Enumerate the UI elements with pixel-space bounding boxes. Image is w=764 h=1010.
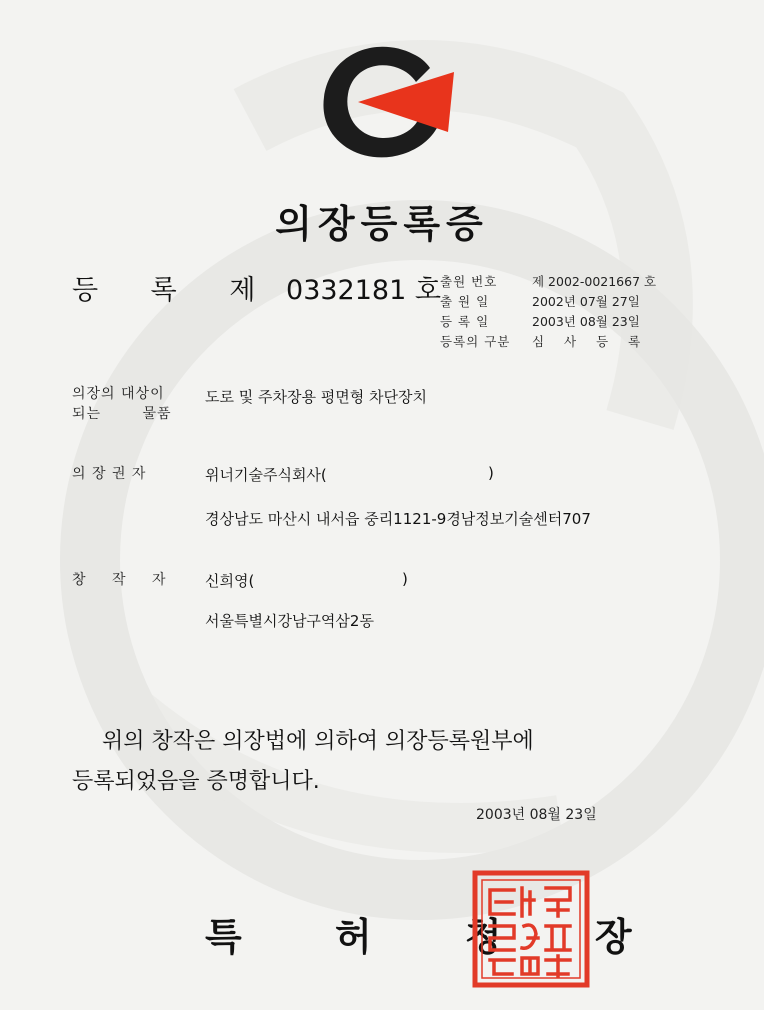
korea-gov-emblem-icon (318, 42, 460, 164)
meta-label: 등록의 구분 (440, 334, 511, 349)
statement-line2: 등록되었음을 증명합니다. (72, 769, 320, 794)
certification-statement (72, 722, 534, 802)
document-title: 의장등록증 (275, 202, 489, 246)
creator-label: 창 작 자 (72, 572, 167, 588)
registration-suffix: 호 (414, 275, 441, 306)
object-label (72, 384, 172, 424)
owner-label: 의 장 권 자 (72, 466, 147, 482)
official-seal-icon (472, 870, 590, 988)
object-label-line1: 의장의 대상이 (72, 386, 165, 402)
owner-address: 경상남도 마산시 내서읍 중리1121-9경남정보기술센터707 (205, 510, 591, 528)
issue-date: 2003년 08월 23일 (476, 807, 597, 823)
issuer-name: 특 허 청 장 (205, 915, 672, 959)
object-value: 도로 및 주차장용 평면형 차단장치 (205, 388, 427, 406)
object-label-line2: 되는 물품 (72, 406, 172, 422)
meta-value: 심 사 등 록 (532, 334, 649, 349)
meta-value: 2002년 07월 27일 (532, 294, 640, 309)
meta-label: 등 록 일 (440, 314, 490, 329)
meta-row-registration-date (440, 312, 656, 332)
meta-value: 제 2002-0021667 호 (532, 274, 657, 289)
creator-paren-close: ) (402, 570, 408, 588)
registration-number (72, 268, 441, 307)
meta-label: 출원 번호 (440, 274, 498, 289)
statement-line1: 위의 창작은 의장법에 의하여 의장등록원부에 (102, 729, 534, 754)
creator-address: 서울특별시강남구역삼2동 (205, 612, 374, 630)
registration-prefix: 등 록 제 (72, 275, 278, 306)
registration-number-value: 0332181 (286, 275, 407, 306)
owner-name: 위너기술주식회사( (205, 466, 327, 484)
meta-row-application-date (440, 292, 656, 312)
meta-row-registration-type (440, 332, 656, 352)
meta-value: 2003년 08월 23일 (532, 314, 640, 329)
creator-name: 신희영( (205, 572, 255, 590)
registration-meta (440, 272, 656, 352)
meta-label: 출 원 일 (440, 294, 490, 309)
owner-paren-close: ) (488, 464, 494, 482)
meta-row-application-number (440, 272, 656, 292)
